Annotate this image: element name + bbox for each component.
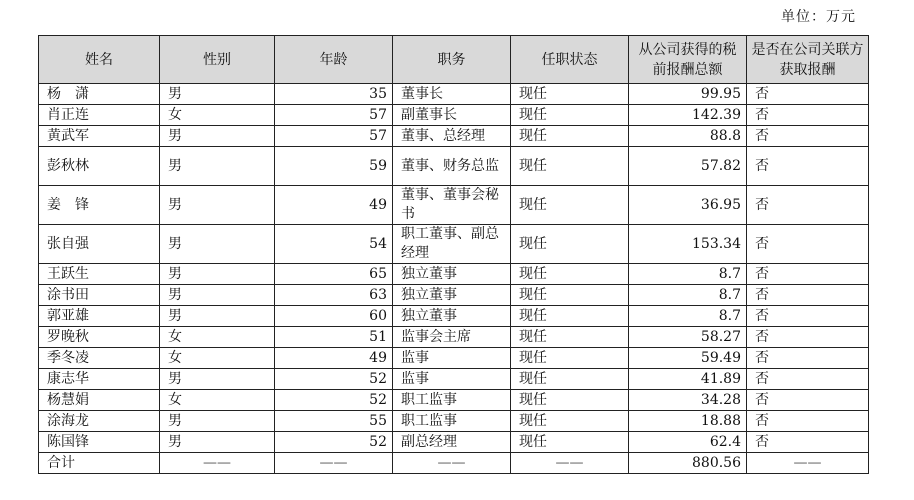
cell-gender: 男	[160, 432, 275, 453]
cell-gender: 女	[160, 105, 275, 126]
cell-position: 董事、董事会秘书	[393, 186, 511, 225]
cell-name: 彭秋林	[39, 147, 160, 186]
total-gender: ——	[160, 453, 275, 474]
cell-age: 52	[275, 369, 393, 390]
cell-name: 杨慧娟	[39, 390, 160, 411]
cell-age: 54	[275, 225, 393, 264]
cell-status: 现任	[511, 147, 629, 186]
cell-age: 35	[275, 84, 393, 105]
cell-gender: 女	[160, 390, 275, 411]
cell-age: 51	[275, 327, 393, 348]
cell-related: 否	[747, 348, 869, 369]
cell-salary: 142.39	[629, 105, 747, 126]
cell-name: 姜 锋	[39, 186, 160, 225]
table-row	[39, 432, 869, 453]
cell-name: 季冬凌	[39, 348, 160, 369]
cell-status: 现任	[511, 186, 629, 225]
unit-label: 单位：万元	[781, 9, 856, 25]
cell-status: 现任	[511, 264, 629, 285]
cell-name: 罗晚秋	[39, 327, 160, 348]
cell-status: 现任	[511, 285, 629, 306]
cell-position: 副董事长	[393, 105, 511, 126]
cell-position: 职工董事、副总经理	[393, 225, 511, 264]
cell-gender: 女	[160, 348, 275, 369]
cell-related: 否	[747, 147, 869, 186]
cell-age: 52	[275, 432, 393, 453]
cell-name: 黄武军	[39, 126, 160, 147]
total-label: 合计	[39, 453, 160, 474]
cell-related: 否	[747, 225, 869, 264]
cell-position: 职工监事	[393, 411, 511, 432]
table-body	[39, 84, 869, 474]
cell-salary: 59.49	[629, 348, 747, 369]
cell-position: 董事、总经理	[393, 126, 511, 147]
cell-salary: 58.27	[629, 327, 747, 348]
cell-age: 65	[275, 264, 393, 285]
cell-position: 职工监事	[393, 390, 511, 411]
cell-status: 现任	[511, 432, 629, 453]
cell-gender: 男	[160, 186, 275, 225]
cell-age: 63	[275, 285, 393, 306]
cell-name: 王跃生	[39, 264, 160, 285]
cell-status: 现任	[511, 126, 629, 147]
header-status: 任职状态	[511, 36, 629, 84]
total-related: ——	[747, 453, 869, 474]
table-row	[39, 306, 869, 327]
cell-age: 59	[275, 147, 393, 186]
cell-gender: 男	[160, 285, 275, 306]
table-row	[39, 369, 869, 390]
table-row	[39, 285, 869, 306]
cell-position: 独立董事	[393, 306, 511, 327]
cell-salary: 99.95	[629, 84, 747, 105]
cell-name: 涂海龙	[39, 411, 160, 432]
cell-related: 否	[747, 369, 869, 390]
table-row	[39, 411, 869, 432]
cell-position: 监事	[393, 369, 511, 390]
cell-related: 否	[747, 390, 869, 411]
cell-status: 现任	[511, 84, 629, 105]
total-salary: 880.56	[629, 453, 747, 474]
cell-related: 否	[747, 432, 869, 453]
cell-gender: 男	[160, 84, 275, 105]
compensation-table	[38, 35, 869, 474]
table-row	[39, 84, 869, 105]
cell-related: 否	[747, 411, 869, 432]
table-row	[39, 186, 869, 225]
cell-name: 涂书田	[39, 285, 160, 306]
cell-related: 否	[747, 126, 869, 147]
total-position: ——	[393, 453, 511, 474]
table-row	[39, 390, 869, 411]
cell-age: 52	[275, 390, 393, 411]
cell-status: 现任	[511, 105, 629, 126]
cell-salary: 8.7	[629, 264, 747, 285]
cell-gender: 男	[160, 126, 275, 147]
header-name: 姓名	[39, 36, 160, 84]
table-header-row	[39, 36, 869, 84]
cell-status: 现任	[511, 306, 629, 327]
total-age: ——	[275, 453, 393, 474]
cell-related: 否	[747, 327, 869, 348]
header-age: 年龄	[275, 36, 393, 84]
cell-position: 独立董事	[393, 285, 511, 306]
table-row	[39, 105, 869, 126]
cell-related: 否	[747, 186, 869, 225]
cell-status: 现任	[511, 327, 629, 348]
table-row	[39, 225, 869, 264]
cell-salary: 153.34	[629, 225, 747, 264]
cell-position: 董事、财务总监	[393, 147, 511, 186]
cell-gender: 女	[160, 327, 275, 348]
table-row	[39, 264, 869, 285]
cell-salary: 36.95	[629, 186, 747, 225]
header-salary: 从公司获得的税前报酬总额	[629, 36, 747, 84]
cell-position: 监事会主席	[393, 327, 511, 348]
header-related: 是否在公司关联方获取报酬	[747, 36, 869, 84]
cell-salary: 62.4	[629, 432, 747, 453]
cell-gender: 男	[160, 264, 275, 285]
cell-status: 现任	[511, 390, 629, 411]
cell-salary: 57.82	[629, 147, 747, 186]
cell-name: 陈国锋	[39, 432, 160, 453]
cell-position: 独立董事	[393, 264, 511, 285]
cell-related: 否	[747, 306, 869, 327]
cell-status: 现任	[511, 348, 629, 369]
header-gender: 性别	[160, 36, 275, 84]
cell-age: 57	[275, 126, 393, 147]
cell-salary: 88.8	[629, 126, 747, 147]
cell-related: 否	[747, 285, 869, 306]
cell-age: 49	[275, 186, 393, 225]
cell-position: 监事	[393, 348, 511, 369]
cell-status: 现任	[511, 225, 629, 264]
cell-name: 肖正连	[39, 105, 160, 126]
header-position: 职务	[393, 36, 511, 84]
cell-name: 郭亚雄	[39, 306, 160, 327]
cell-status: 现任	[511, 411, 629, 432]
cell-related: 否	[747, 264, 869, 285]
cell-gender: 男	[160, 225, 275, 264]
cell-position: 董事长	[393, 84, 511, 105]
cell-name: 张自强	[39, 225, 160, 264]
cell-gender: 男	[160, 369, 275, 390]
table-row	[39, 348, 869, 369]
cell-age: 49	[275, 348, 393, 369]
cell-age: 60	[275, 306, 393, 327]
cell-gender: 男	[160, 147, 275, 186]
cell-salary: 34.28	[629, 390, 747, 411]
cell-salary: 18.88	[629, 411, 747, 432]
cell-status: 现任	[511, 369, 629, 390]
table-row	[39, 327, 869, 348]
cell-salary: 8.7	[629, 285, 747, 306]
total-row	[39, 453, 869, 474]
cell-name: 杨 潇	[39, 84, 160, 105]
cell-related: 否	[747, 84, 869, 105]
cell-salary: 41.89	[629, 369, 747, 390]
table-row	[39, 126, 869, 147]
cell-gender: 男	[160, 411, 275, 432]
cell-gender: 男	[160, 306, 275, 327]
table-row	[39, 147, 869, 186]
total-status: ——	[511, 453, 629, 474]
cell-position: 副总经理	[393, 432, 511, 453]
cell-salary: 8.7	[629, 306, 747, 327]
cell-related: 否	[747, 105, 869, 126]
cell-name: 康志华	[39, 369, 160, 390]
cell-age: 57	[275, 105, 393, 126]
cell-age: 55	[275, 411, 393, 432]
